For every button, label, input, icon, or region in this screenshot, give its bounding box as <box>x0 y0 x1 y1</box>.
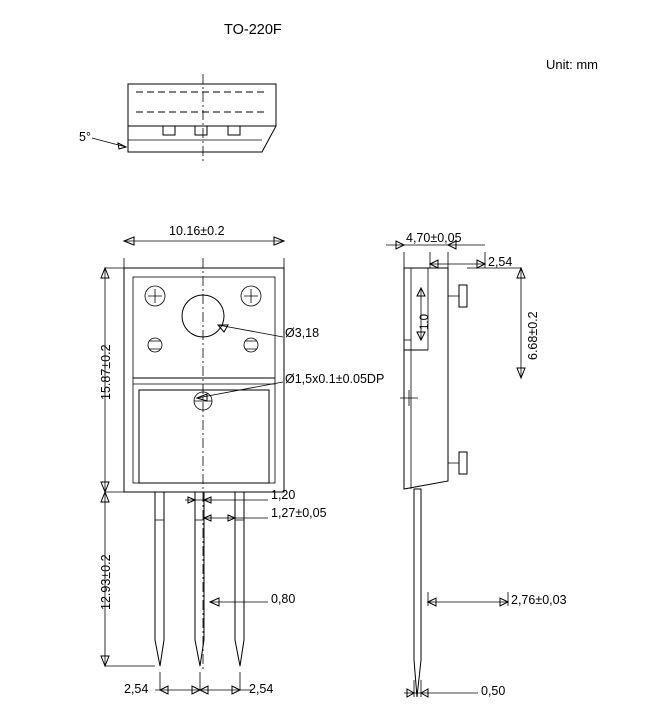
label-lead-length: 12.93±0.2 <box>99 554 113 610</box>
label-lead-thickness: 0,80 <box>271 592 296 606</box>
label-side-thickness: 4,70±0,05 <box>406 231 462 245</box>
unit-note: Unit: mm <box>546 57 598 72</box>
label-lead-width: 1,20 <box>271 488 296 502</box>
label-side-1-0: 1.0 <box>419 314 431 330</box>
page-title: TO-220F <box>224 22 282 38</box>
front-view-group <box>101 237 284 694</box>
label-side-height: 6.68±0.2 <box>526 311 540 360</box>
label-pitch-right: 2,54 <box>249 682 274 696</box>
label-side-pitch: 2,54 <box>488 255 513 269</box>
top-view-group <box>92 74 276 162</box>
label-dimple: Ø1,5x0.1±0.05DP <box>285 372 385 386</box>
label-side-276: 2,76±0,03 <box>511 593 567 607</box>
label-angle-5deg: 5° <box>79 130 91 144</box>
label-side-050: 0,50 <box>481 684 506 698</box>
label-lead-pitch: 1,27±0,05 <box>271 506 327 520</box>
label-width-top: 10.16±0.2 <box>169 224 225 238</box>
label-height-body: 15.87±0.2 <box>99 344 113 400</box>
label-hole-diameter: Ø3,18 <box>285 326 320 340</box>
label-pitch-left: 2,54 <box>124 682 149 696</box>
side-view-group <box>386 241 525 697</box>
